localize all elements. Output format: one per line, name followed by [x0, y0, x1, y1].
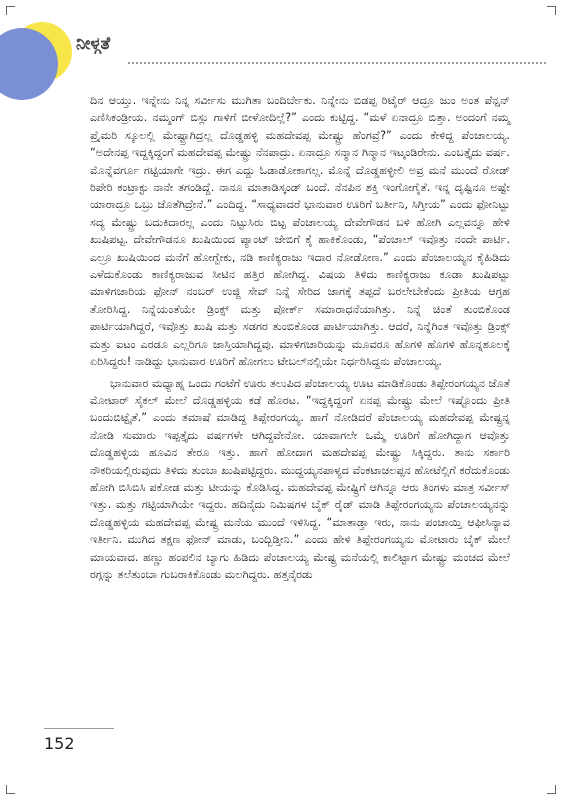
crop-mark-top-left — [6, 6, 15, 15]
header-decoration-circles-icon — [0, 20, 80, 110]
paragraph: ಭಾನುವಾರ ಮಧ್ಯಾಹ್ನ ಒಂದು ಗಂಟೆಗೆ ಊರು ತಲುಪಿದ ಪೆಂಚಾಲಯ್ಯ ಊಟ ಮಾಡಿಕೊಂಡು ತಿಪ್ಪೇರಂಗಯ್ಯನ ಜೊತೆ ಮೋಟಾರ್ ಸೈಕಲ್ ಮೇಲೆ ದೊಡ್ಡಹಳ್ಳಿಯ ಕಡೆ ಹೊರಟ. “ಇದ್ದಕ್ಕಿದ್ದಂಗೆ ಏನಪ್ಪ ಮೇಷ್ಟ್ರು ಮೇಲೆ ಇಷ್ಟೊಂದು ಪ್ರೀತಿ ಬಂದುಬಿಟ್ಟೈತೆ.” ಎಂದು ತಮಾಷೆ ಮಾಡಿದ್ದ ತಿಪ್ಪೇರಂಗಯ್ಯ. ಹಾಗೆ ನೋಡಿದರೆ ಪೆಂಚಾಲಯ್ಯ ಮಹದೇವಪ್ಪ ಮೇಷ್ಟ್ರನ್ನ ನೋಡಿ ಸುಮಾರು ಇಪ್ಪತ್ತೈದು ವರ್ಷಗಳೇ ಆಗಿದ್ದವೇನೋ. ಯಾವಾಗಲೇ ಒಮ್ಮೆ ಊರಿಗೆ ಹೋಗಿದ್ದಾಗ ಆವೊತ್ತು ದೊಡ್ಡಹಳ್ಳಿಯ ಹೂವಿನ ತೇರೂ ಇತ್ತು. ಹಾಗೆ ಹೋದಾಗ ಮಹದೇವಪ್ಪ ಮೇಷ್ಟ್ರು ಸಿಕ್ಕಿದ್ದರು. ತಾನು ಸರ್ಕಾರಿ ನೌಕರಿಯಲ್ಲಿರುವುದು ತಿಳಿದು ತುಂಬಾ ಖುಷಿಪಟ್ಟಿದ್ದರು. ಮುದ್ದಯ್ಯನಪಾಳ್ಯದ ವೆಂಕಟಾಚಲಪ್ಪನ ಹೋಟೆಲ್ಲಿಗೆ ಕರೆದುಕೊಂಡು ಹೋಗಿ ಬಿಸಿಬಿಸಿ ಪಕೋಡ ಮತ್ತು ಟೀಯನ್ನು ಕೊಡಿಸಿದ್ದ. ಮಹದೇವಪ್ಪ ಮೇಷ್ಟ್ರಿಗೆ ಆಗಿನ್ನೂ ಆರು ತಿಂಗಳು ಮಾತ್ರ ಸರ್ವೀಸ್ ಇತ್ತು. ಮತ್ತು ಗಟ್ಟಿಯಾಗಿಯೇ ಇದ್ದರು. ಹದಿನೈದು ನಿಮಿಷಗಳ ಬೈಕ್ ರೈಡ್ ಮಾಡಿ ತಿಪ್ಪೇರಂಗಯ್ಯನು ಪೆಂಚಾಲಯ್ಯನನ್ನು ದೊಡ್ಡಹಳ್ಳಿಯ ಮಹದೇವಪ್ಪ ಮೇಷ್ಟ್ರ ಮನೆಯ ಮುಂದೆ ಇಳಿಸಿದ್ದ. “ಮಾತಾಡ್ತಾ ಇರು, ನಾನು ಪಂಚಾಯ್ತಿ ಆಫೀಸಿನ್ಯಾವ ಇರ್ತೀನಿ. ಮುಗಿದ ತಕ್ಷಣ ಫೋನ್ ಮಾಡು, ಬಂದ್ಬಿಡ್ತೀನಿ.” ಎಂದು ಹೇಳಿ ತಿಪ್ಪೇರಂಗಯ್ಯನು ಮೋಟಾರು ಬೈಕ್ ಮೇಲೆ ಮಾಯವಾದ. ಹಣ್ಣು ಹಂಪಲಿನ ಬ್ಯಾಗು ಹಿಡಿದು ಪೆಂಚಾಲಯ್ಯ ಮೇಷ್ಟ್ರ ಮನೆಯಲ್ಲಿ ಕಾಲಿಟ್ಟಾಗ ಮೇಷ್ಟ್ರು ಮಂಚದ ಮೇಲೆ ರಗ್ಗನ್ನು ತಲೆತುಂಬಾ ಗುಬರಾಕಿಕೊಂಡು ಮಲಗಿದ್ದರು. ಹತ್ತನೈರಡು — [90, 376, 510, 581]
crop-mark-bottom-right — [547, 785, 556, 794]
page-number: 152 — [44, 734, 75, 753]
crop-mark-bottom-left — [6, 785, 15, 794]
header-dotted-rule — [128, 62, 546, 64]
paragraph: ದಿನ ಆಯ್ತು. ಇನ್ನೇನು ನಿನ್ನ ಸರ್ವೀಸು ಮುಗಿತಾ ಬಂದಿರ್ಬೇಕು. ನಿನ್ನೇನು ಬಿಡಪ್ಪ ರಿಟೈರ್ ಆದ್ರೂ ಜುಂ ಅಂತ ಪೆನ್ಷನ್ ಎಣಿಸಿಕಂಡ್ರೀಯ. ನಮ್ಮಂಗ್ ಬಿಸ್ಲು ಗಾಳಿಗೆ ಬೀಳೋದಿಲ್ಲೆ?” ಎಂದು ಕುಟ್ಟಿದ್ದ. “ಮಳೆ ಏನಾದ್ರೂ ಬಿತ್ತಾ. ಅಂದಂಗೆ ನಮ್ಮ ಪ್ರೈಮರಿ ಸ್ಕೂಲಲ್ಲಿ ಮೇಷ್ಟ್ರಾಗಿದ್ರಲ್ಲ ದೊಡ್ಡಹಳ್ಳಿ ಮಹದೇವಪ್ಪ ಮೇಷ್ಟ್ರು ಹೆಂಗವ್ರೆ?” ಎಂದು ಕೇಳಿದ್ದ ಪೆಂಚಾಲಯ್ಯ. “ಅದೇನಪ್ಪ ಇದ್ದಕ್ಕಿದ್ದಂಗೆ ಮಹದೇವಪ್ಪ ಮೇಷ್ಟ್ರು ನೆನಪಾದ್ರು. ಏನಾದ್ರೂ ಸನ್ಮಾನ ಗಿನ್ಮಾನ ಇಟ್ಕಂಡಿರೇನು. ಎಂಬತ್ತೈದು ವರ್ಷ. ಮೊನ್ನೆವರ್ಗೂ ಗಟ್ಟಿಯಾಗೇ ಇದ್ರು. ಈಗ ಎದ್ದು ಓಡಾಡೋಕಾಗಲ್ಲ. ಮೊನ್ನೆ ದೊಡ್ಡಹಳ್ಳೀಲಿ ಅವ್ರ ಮನೆ ಮುಂದೆ ರೋಡ್ ರಿಪೇರಿ ಕಂಟ್ರಾಕ್ಟು ನಾನೇ ತಗಂಡಿದ್ದೆ. ನಾನೂ ಮಾತಾಡಿಸ್ಕಂಡ್ ಬಂದೆ. ನೆನಪಿನ ಶಕ್ತಿ ಇಂಗೋಗೈತೆ. ಇನ್ನ ದೃಷ್ಟಿನೂ ಅಷ್ಟೇ ಯಾರಾದ್ರೂ ಒಬ್ರು ಜೊತೆಗಿದ್ರೇನೆ.” ಎಂದಿದ್ದ. “ಸಾಧ್ಯವಾದರೆ ಭಾನುವಾರ ಊರಿಗೆ ಬರ್ತೀನಿ, ಸಿಗ್ತೀಯ” ಎಂದು ಫೋನಿಟ್ಟು ಸದ್ಯ ಮೇಷ್ಟ್ರು ಬದುಕಿದಾರಲ್ಲ ಎಂದು ನಿಟ್ಟುಸಿರು ಬಿಟ್ಟ ಪೆಂಚಾಲಯ್ಯ ದೇವೇಗೌಡನ ಬಳಿ ಹೋಗಿ ಎಲ್ಲವನ್ನೂ ಹೇಳಿ ಖುಷಿಪಟ್ಟ. ದೇವೇಗೌಡನೂ ಖುಷಿಯಿಂದ ಪ್ಯಾಂಟ್ ಜೇಬಿಗೆ ಕೈ ಹಾಕಿಕೊಂಡು, “ಪೆಂಚಾಲ್ ಇವೊತ್ತು ನಂದೇ ಪಾರ್ಟಿ. ಎಲ್ರೂ ಖುಷಿಯಿಂದ ಮನೆಗೆ ಹೋಗ್ಬೇಕು, ನಡಿ ಕಾಣಿಕ್ಯರಾಜು ಇದಾರ ನೋಡೋಣ.” ಎಂದು ಪೆಂಚಾಲಯ್ಯನ ಕೈಹಿಡಿದು ಎಳೆದುಕೊಂಡು ಕಾಣಿಕ್ಯರಾಜುವ ಸೀಟಿನ ಹತ್ತಿರ ಹೋಗಿದ್ದ. ವಿಷಯ ತಿಳಿದು ಕಾಣಿಕ್ಯರಾಜು ಕೂಡಾ ಖುಷಿಪಟ್ಟು ಮಾಳಿಗಚಾರಿಯ ಫೋನ್ ನಂಬರ್ ಉಜ್ಜಿ ಸೇವ್ ನಿನ್ನೆ ಸೇರಿದ ಜಾಗಕ್ಕೆ ತಪ್ಪದೆ ಬರಲೇಬೇಕೆಂದು ಪ್ರೀತಿಯ ಆಗ್ರಹ ತೋರಿಸಿದ್ದ. ನಿನ್ನೆಯಂತೆಯೇ ಡ್ರಿಂಕ್ಸ್ ಮತ್ತು ಪೋರ್ಕ್ ಸಮಾರಾಧನೆಯಾಗಿತ್ತು. ನಿನ್ನೆ ಚಿಂತೆ ತುಂಬಿಕೊಂಡ ಪಾರ್ಟಿಯಾಗಿದ್ದರೆ, ಇವೊತ್ತು ಖುಷಿ ಮತ್ತು ಸಡಗರ ತುಂಬಿಕೊಂಡ ಪಾರ್ಟಿಯಾಗಿತ್ತು. ಆದರೆ, ನಿನ್ನೆಗಿಂತ ಇವೊತ್ತು ಡ್ರಿಂಕ್ಸ್ ಮತ್ತು ಐಟಂ ಎರಡೂ ಎಲ್ಲರಿಗೂ ಜಾಸ್ತಿಯಾಗಿದ್ದವು. ಮಾಳಿಗಚಾರಿಯನ್ನು ಮೂವರೂ ಹೊಗಳಿ ಹೊಗಳಿ ಹೊನ್ನಶೂಲಕ್ಕೆ ಏರಿಸಿದ್ದರು! ನಾಡಿದ್ದು ಭಾನುವಾರ ಊರಿಗೆ ಹೋಗಲು ಟೇಬಲ್‌ನಲ್ಲಿಯೇ ನಿರ್ಧರಿಸಿದ್ದನು ಪೆಂಚಾಲಯ್ಯ. — [90, 94, 510, 369]
crop-mark-top-right — [547, 6, 556, 15]
page-body — [90, 92, 510, 583]
section-title: ನೀಳ್ಗತೆ — [76, 34, 111, 54]
footer-rule — [44, 728, 114, 729]
